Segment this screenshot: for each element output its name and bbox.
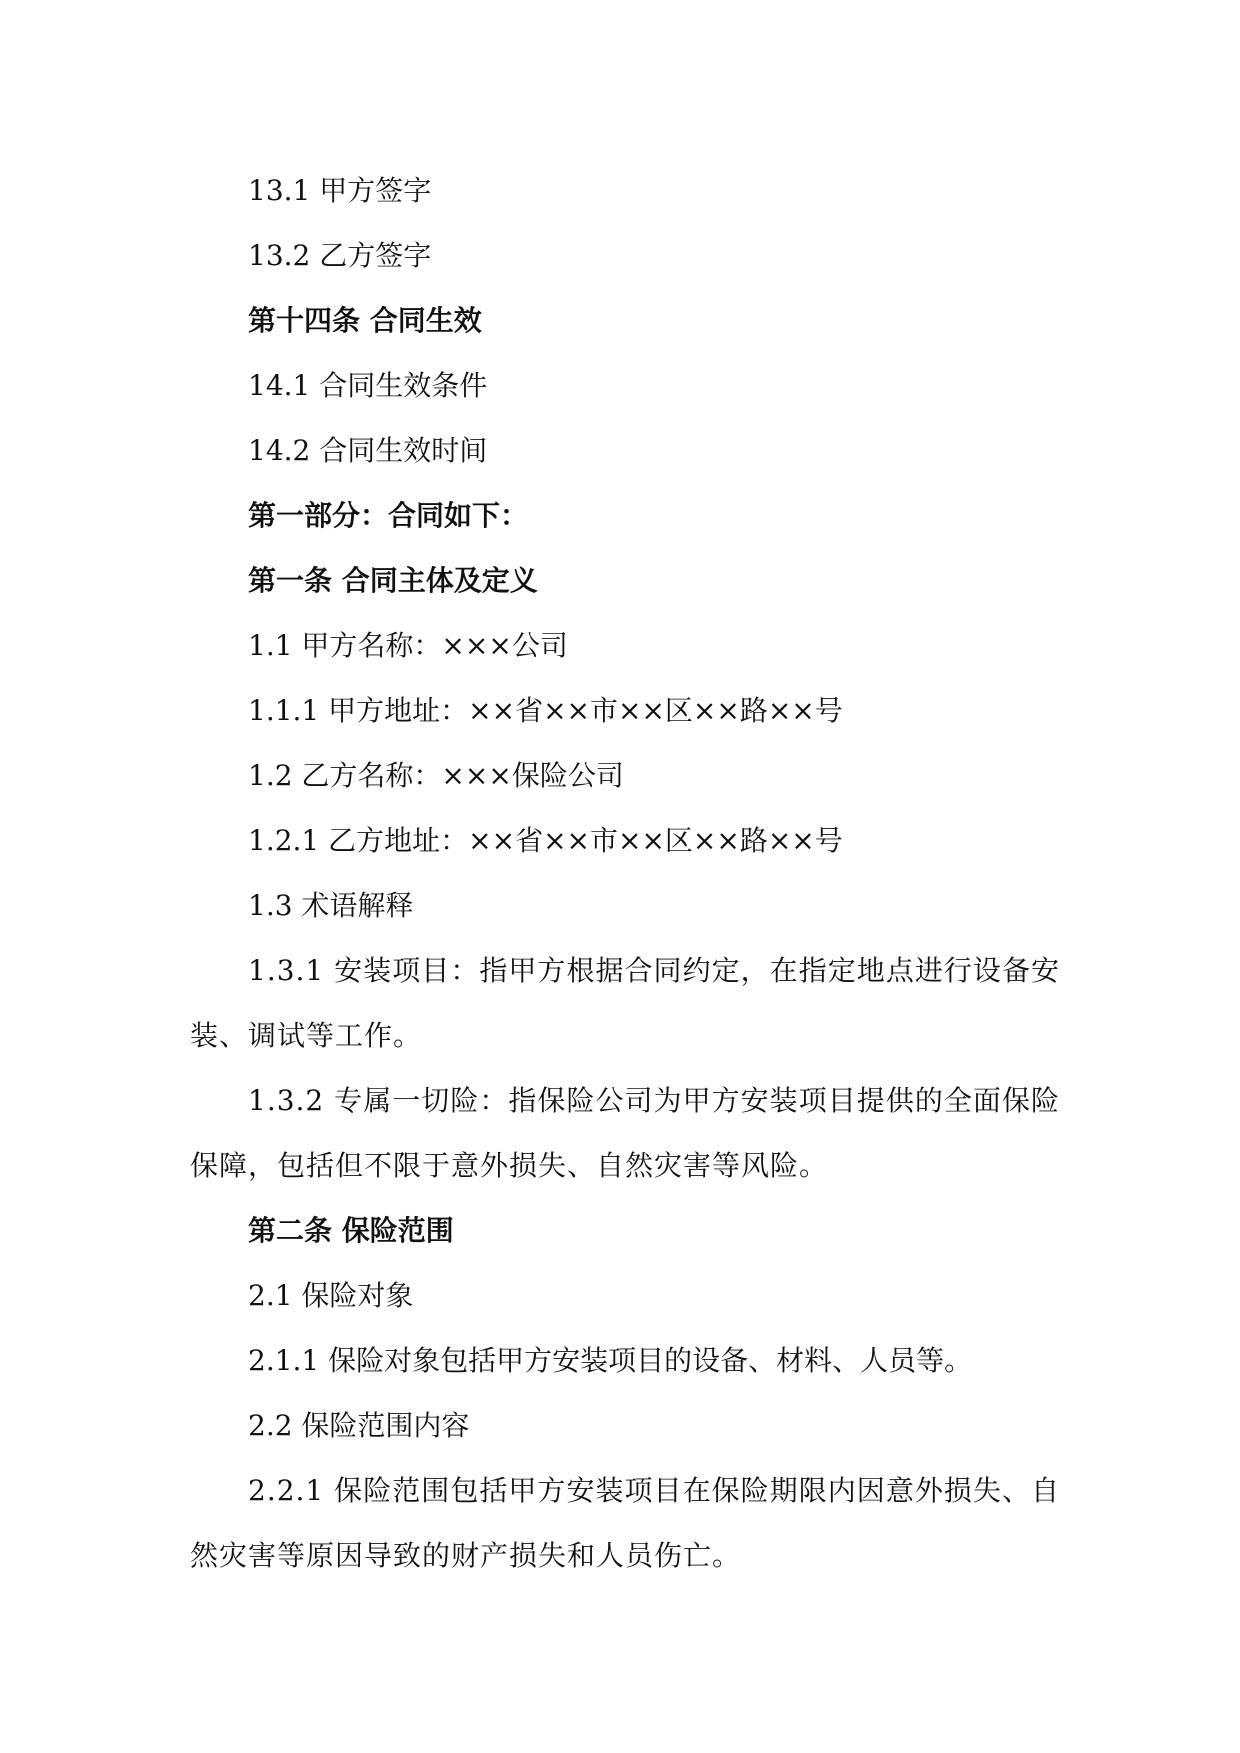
article-2-heading: 第二条 保险范围 — [248, 1214, 454, 1247]
article-1-heading: 第一条 合同主体及定义 — [248, 564, 538, 597]
article-14-heading: 第十四条 合同生效 — [248, 304, 482, 337]
clause-1-2: 1.2 乙方名称：×××保险公司 — [248, 759, 624, 792]
clause-1-1: 1.1 甲方名称：×××公司 — [248, 629, 568, 662]
clause-13-1: 13.1 甲方签字 — [248, 174, 432, 207]
clause-2-1-1: 2.1.1 保险对象包括甲方安装项目的设备、材料、人员等。 — [248, 1344, 973, 1377]
document-body — [190, 158, 1060, 1588]
clause-1-1-1: 1.1.1 甲方地址：××省××市××区××路××号 — [248, 694, 843, 727]
clause-1-3: 1.3 术语解释 — [248, 889, 414, 922]
clause-13-2: 13.2 乙方签字 — [248, 239, 432, 272]
clause-1-3-2: 1.3.2 专属一切险：指保险公司为甲方安装项目提供的全面保险保障，包括但不限于意外损失、自然灾害等风险。 — [190, 1084, 1060, 1182]
clause-2-2: 2.2 保险范围内容 — [248, 1409, 470, 1442]
clause-14-1: 14.1 合同生效条件 — [248, 369, 488, 402]
clause-1-3-1: 1.3.1 安装项目：指甲方根据合同约定，在指定地点进行设备安装、调试等工作。 — [190, 954, 1060, 1052]
clause-2-1: 2.1 保险对象 — [248, 1279, 414, 1312]
clause-2-2-1: 2.2.1 保险范围包括甲方安装项目在保险期限内因意外损失、自然灾害等原因导致的财产损失和人员伤亡。 — [190, 1474, 1060, 1572]
clause-1-2-1: 1.2.1 乙方地址：××省××市××区××路××号 — [248, 824, 843, 857]
clause-14-2: 14.2 合同生效时间 — [248, 434, 488, 467]
part-1-heading: 第一部分：合同如下： — [248, 499, 529, 532]
